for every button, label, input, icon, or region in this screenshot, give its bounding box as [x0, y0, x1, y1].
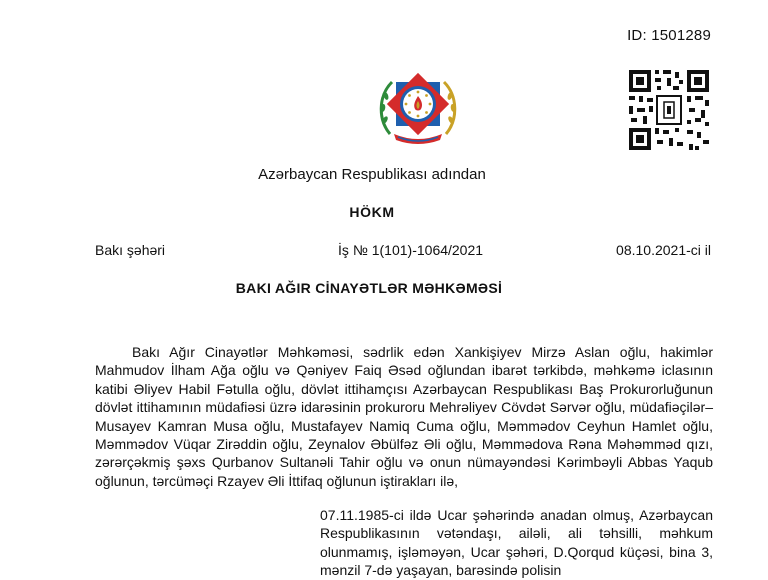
document-title: HÖKM — [349, 204, 395, 220]
issuing-authority-subtitle: Azərbaycan Respublikası adından — [258, 166, 486, 183]
document-date: 08.10.2021-ci il — [616, 242, 711, 258]
body-paragraph: Bakı Ağır Cinayətlər Məhkəməsi, sədrlik edən Xankişiyev Mirzə Aslan oğlu, hakimlər Mahmudov İlham Ağa oğlu və Qəniyev Faiq Əsəd oğlundan ibarət tərkibdə, məhkəmə iclasının katibi Əliyev Habil Fətulla oğlu, dövlət ittihamçısı Azərbaycan Respublikası Baş Prokurorluğunun dövlət ittihamının müdafiəsi üzrə idarəsinin prokuroru Mehrəliyev Cövdət Sərvər oğlu, müdafiəçilər– Musayev Kamran Musa oğlu, Mustafayev Namiq Cuma oğlu, Məmmədov Ceyhun Hamlet oğlu, Məmmədov Vüqar Zirəddin oğlu, Zeynalov Əbülfəz Əli oğlu, Məmmədova Rəna Məhəmməd qızı, zərərçəkmiş şəxs Qurbanov Sultanəli Tahir oğlu və onun nümayəndəsi Kərimbəyli Abbas Yaqub oğlunun, tərcüməçi Rzayev Əli İttifaq oğlunun iştirakları ilə, — [95, 344, 713, 489]
document-id: ID: 1501289 — [627, 27, 711, 44]
defendant-paragraph: 07.11.1985-ci ildə Ucar şəhərində anadan olmuş, Azərbaycan Respublikasının vətəndaşı, ailəli, ali təhsilli, məhkum olunmamış, işləməyən, Ucar şəhəri, D.Qorqud küçəsi, bina 3, mənzil 7-də yaşayan, barəsində polisin — [320, 507, 713, 579]
defendant-info — [320, 506, 713, 580]
case-number: İş № 1(101)-1064/2021 — [338, 242, 484, 258]
azerbaijan-state-emblem-icon — [368, 68, 468, 146]
document-meta-row — [95, 242, 711, 258]
qr-code-icon — [625, 66, 713, 154]
main-paragraph — [95, 343, 713, 490]
place: Bakı şəhəri — [95, 242, 166, 258]
court-name: BAKI AĞIR CİNAYƏTLƏR MƏHKƏMƏSİ — [235, 280, 503, 296]
